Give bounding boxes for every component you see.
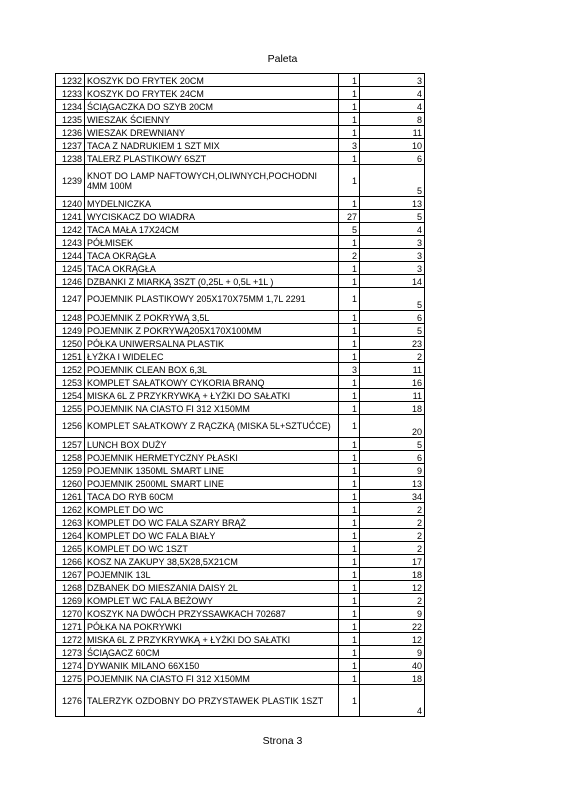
item-number-cell: 1255 [56,402,85,415]
item-number-cell: 1260 [56,477,85,490]
item-number-cell: 1275 [56,672,85,685]
quantity-cell: 1 [339,503,360,516]
inventory-table [55,73,425,717]
quantity-cell: 1 [339,100,360,113]
quantity-cell: 1 [339,113,360,126]
quantity-cell: 1 [339,685,360,717]
item-number-cell: 1240 [56,197,85,210]
quantity-cell: 1 [339,659,360,672]
item-number-cell: 1273 [56,646,85,659]
table-row [56,249,425,262]
quantity-cell: 1 [339,516,360,529]
table-row [56,262,425,275]
value-cell: 10 [360,139,425,152]
item-name-cell: POJEMNIK 13L [85,568,339,581]
item-number-cell: 1262 [56,503,85,516]
item-number-cell: 1250 [56,337,85,350]
value-cell: 4 [360,685,425,717]
item-name-cell: ŚCIĄGACZKA DO SZYB 20CM [85,100,339,113]
quantity-cell: 1 [339,311,360,324]
page-header: Paleta [267,53,298,65]
quantity-cell: 1 [339,555,360,568]
value-cell: 13 [360,477,425,490]
item-number-cell: 1237 [56,139,85,152]
item-name-cell: KOSZYK DO FRYTEK 24CM [85,87,339,100]
item-number-cell: 1267 [56,568,85,581]
table-row [56,646,425,659]
table-row [56,672,425,685]
value-cell: 11 [360,389,425,402]
item-name-cell: PÓŁKA NA POKRYWKI [85,620,339,633]
value-cell: 5 [360,324,425,337]
value-cell: 4 [360,223,425,236]
table-row [56,197,425,210]
item-name-cell: WIESZAK DREWNIANY [85,126,339,139]
table-row [56,581,425,594]
quantity-cell: 1 [339,288,360,311]
item-name-cell: TACA DO RYB 60CM [85,490,339,503]
table-row [56,74,425,87]
table-row [56,503,425,516]
item-name-cell: TACA MAŁA 17X24CM [85,223,339,236]
item-name-cell: KOSZ NA ZAKUPY 38,5X28,5X21CM [85,555,339,568]
item-number-cell: 1247 [56,288,85,311]
table-row [56,620,425,633]
item-name-cell: KNOT DO LAMP NAFTOWYCH,OLIWNYCH,POCHODNI 4MM 100M [85,165,339,197]
table-row [56,389,425,402]
quantity-cell: 1 [339,438,360,451]
item-name-cell: KOSZYK DO FRYTEK 20CM [85,74,339,87]
item-name-cell: KOMPLET SAŁATKOWY Z RĄCZKĄ (MISKA 5L+SZTUĆCE) [85,415,339,438]
item-number-cell: 1264 [56,529,85,542]
item-number-cell: 1249 [56,324,85,337]
item-number-cell: 1252 [56,363,85,376]
value-cell: 2 [360,594,425,607]
value-cell: 12 [360,581,425,594]
item-name-cell: POJEMNIK Z POKRYWĄ 3,5L [85,311,339,324]
item-number-cell: 1236 [56,126,85,139]
item-number-cell: 1272 [56,633,85,646]
item-number-cell: 1251 [56,350,85,363]
item-number-cell: 1269 [56,594,85,607]
quantity-cell: 1 [339,594,360,607]
quantity-cell: 1 [339,646,360,659]
table-row [56,324,425,337]
table-row [56,633,425,646]
item-number-cell: 1243 [56,236,85,249]
item-number-cell: 1266 [56,555,85,568]
table-row [56,363,425,376]
item-name-cell: POJEMNIK Z POKRYWĄ205X170X100MM [85,324,339,337]
item-number-cell: 1245 [56,262,85,275]
item-name-cell: ŁYŻKA I WIDELEC [85,350,339,363]
item-name-cell: KOMPLET WC FALA BEŻOWY [85,594,339,607]
item-number-cell: 1235 [56,113,85,126]
quantity-cell: 1 [339,324,360,337]
item-number-cell: 1263 [56,516,85,529]
item-name-cell: POJEMNIK PLASTIKOWY 205X170X75MM 1,7L 2291 [85,288,339,311]
item-name-cell: PÓŁKA UNIWERSALNA PLASTIK [85,337,339,350]
item-number-cell: 1274 [56,659,85,672]
table-row [56,139,425,152]
value-cell: 3 [360,249,425,262]
item-number-cell: 1265 [56,542,85,555]
quantity-cell: 1 [339,633,360,646]
item-number-cell: 1234 [56,100,85,113]
item-name-cell: POJEMNIK 1350ML SMART LINE [85,464,339,477]
quantity-cell: 1 [339,275,360,288]
value-cell: 34 [360,490,425,503]
page-footer: Strona 3 [262,735,303,747]
quantity-cell: 1 [339,152,360,165]
item-number-cell: 1248 [56,311,85,324]
item-name-cell: TACA Z NADRUKIEM 1 SZT MIX [85,139,339,152]
table-row [56,490,425,503]
value-cell: 4 [360,100,425,113]
item-name-cell: POJEMNIK HERMETYCZNY PŁASKI [85,451,339,464]
item-name-cell: TALERZYK OZDOBNY DO PRZYSTAWEK PLASTIK 1SZT [85,685,339,717]
value-cell: 3 [360,262,425,275]
item-number-cell: 1253 [56,376,85,389]
quantity-cell: 1 [339,236,360,249]
value-cell: 6 [360,152,425,165]
item-number-cell: 1244 [56,249,85,262]
table-row [56,126,425,139]
value-cell: 22 [360,620,425,633]
table-row [56,311,425,324]
value-cell: 2 [360,503,425,516]
quantity-cell: 1 [339,568,360,581]
table-row [56,100,425,113]
value-cell: 5 [360,438,425,451]
table-row [56,337,425,350]
value-cell: 13 [360,197,425,210]
value-cell: 2 [360,516,425,529]
quantity-cell: 5 [339,223,360,236]
table-row [56,516,425,529]
item-number-cell: 1246 [56,275,85,288]
table-row [56,438,425,451]
value-cell: 9 [360,464,425,477]
item-name-cell: PÓŁMISEK [85,236,339,249]
item-name-cell: KOMPLET DO WC 1SZT [85,542,339,555]
value-cell: 16 [360,376,425,389]
value-cell: 2 [360,542,425,555]
value-cell: 8 [360,113,425,126]
item-number-cell: 1238 [56,152,85,165]
table-row [56,477,425,490]
value-cell: 9 [360,607,425,620]
value-cell: 11 [360,126,425,139]
item-number-cell: 1270 [56,607,85,620]
item-name-cell: TACA OKRĄGŁA [85,249,339,262]
value-cell: 2 [360,350,425,363]
item-number-cell: 1271 [56,620,85,633]
quantity-cell: 27 [339,210,360,223]
quantity-cell: 1 [339,529,360,542]
value-cell: 9 [360,646,425,659]
quantity-cell: 1 [339,389,360,402]
quantity-cell: 1 [339,350,360,363]
item-number-cell: 1276 [56,685,85,717]
item-name-cell: KOMPLET DO WC FALA SZARY BRĄŻ [85,516,339,529]
table-row [56,350,425,363]
quantity-cell: 1 [339,337,360,350]
item-name-cell: TALERZ PLASTIKOWY 6SZT [85,152,339,165]
quantity-cell: 1 [339,477,360,490]
item-name-cell: POJEMNIK NA CIASTO FI 312 X150MM [85,402,339,415]
table-row [56,113,425,126]
table-row [56,236,425,249]
value-cell: 3 [360,74,425,87]
item-name-cell: KOMPLET SAŁATKOWY CYKORIA BRANQ [85,376,339,389]
value-cell: 4 [360,87,425,100]
item-name-cell: DZBANKI Z MIARKĄ 3SZT (0,25L + 0,5L +1L ) [85,275,339,288]
table-row [56,275,425,288]
table-row [56,87,425,100]
table-row [56,415,425,438]
item-name-cell: KOMPLET DO WC FALA BIAŁY [85,529,339,542]
item-number-cell: 1257 [56,438,85,451]
value-cell: 11 [360,363,425,376]
value-cell: 14 [360,275,425,288]
quantity-cell: 1 [339,542,360,555]
quantity-cell: 1 [339,451,360,464]
value-cell: 18 [360,568,425,581]
table-row [56,542,425,555]
quantity-cell: 1 [339,262,360,275]
item-number-cell: 1261 [56,490,85,503]
quantity-cell: 3 [339,363,360,376]
table-row [56,223,425,236]
item-number-cell: 1254 [56,389,85,402]
item-name-cell: POJEMNIK 2500ML SMART LINE [85,477,339,490]
quantity-cell: 1 [339,74,360,87]
item-name-cell: TACA OKRĄGŁA [85,262,339,275]
value-cell: 6 [360,311,425,324]
table-row [56,152,425,165]
table-row [56,210,425,223]
quantity-cell: 1 [339,672,360,685]
value-cell: 2 [360,529,425,542]
quantity-cell: 1 [339,402,360,415]
item-number-cell: 1268 [56,581,85,594]
table-row [56,607,425,620]
value-cell: 23 [360,337,425,350]
item-name-cell: ŚCIĄGACZ 60CM [85,646,339,659]
table-row [56,376,425,389]
table-row [56,464,425,477]
table-row [56,288,425,311]
table-row [56,529,425,542]
value-cell: 20 [360,415,425,438]
item-number-cell: 1232 [56,74,85,87]
quantity-cell: 1 [339,581,360,594]
item-number-cell: 1258 [56,451,85,464]
value-cell: 12 [360,633,425,646]
value-cell: 18 [360,672,425,685]
item-name-cell: POJEMNIK NA CIASTO FI 312 X150MM [85,672,339,685]
quantity-cell: 1 [339,415,360,438]
item-name-cell: LUNCH BOX DUŻY [85,438,339,451]
item-number-cell: 1241 [56,210,85,223]
item-name-cell: POJEMNIK CLEAN BOX 6,3L [85,363,339,376]
item-name-cell: DZBANEK DO MIESZANIA DAISY 2L [85,581,339,594]
item-number-cell: 1242 [56,223,85,236]
value-cell: 40 [360,659,425,672]
quantity-cell: 1 [339,197,360,210]
quantity-cell: 2 [339,249,360,262]
table-row [56,555,425,568]
table-row [56,568,425,581]
value-cell: 5 [360,165,425,197]
quantity-cell: 1 [339,87,360,100]
quantity-cell: 1 [339,376,360,389]
item-name-cell: MISKA 6L Z PRZYKRYWKĄ + ŁYŻKI DO SAŁATKI [85,389,339,402]
item-number-cell: 1256 [56,415,85,438]
table-row [56,165,425,197]
quantity-cell: 3 [339,139,360,152]
item-name-cell: WIESZAK ŚCIENNY [85,113,339,126]
table-row [56,685,425,717]
quantity-cell: 1 [339,607,360,620]
value-cell: 17 [360,555,425,568]
value-cell: 6 [360,451,425,464]
item-number-cell: 1239 [56,165,85,197]
value-cell: 3 [360,236,425,249]
table-row [56,659,425,672]
quantity-cell: 1 [339,126,360,139]
value-cell: 18 [360,402,425,415]
item-name-cell: DYWANIK MILANO 66X150 [85,659,339,672]
value-cell: 5 [360,288,425,311]
item-name-cell: KOSZYK NA DWÓCH PRZYSSAWKACH 702687 [85,607,339,620]
quantity-cell: 1 [339,490,360,503]
table-row [56,451,425,464]
quantity-cell: 1 [339,620,360,633]
item-name-cell: WYCISKACZ DO WIADRA [85,210,339,223]
value-cell: 5 [360,210,425,223]
table-row [56,402,425,415]
item-name-cell: MISKA 6L Z PRZYKRYWKĄ + ŁYŻKI DO SAŁATKI [85,633,339,646]
quantity-cell: 1 [339,464,360,477]
item-name-cell: MYDELNICZKA [85,197,339,210]
item-number-cell: 1259 [56,464,85,477]
item-number-cell: 1233 [56,87,85,100]
inventory-table-body [56,74,425,717]
quantity-cell: 1 [339,165,360,197]
item-name-cell: KOMPLET DO WC [85,503,339,516]
table-row [56,594,425,607]
